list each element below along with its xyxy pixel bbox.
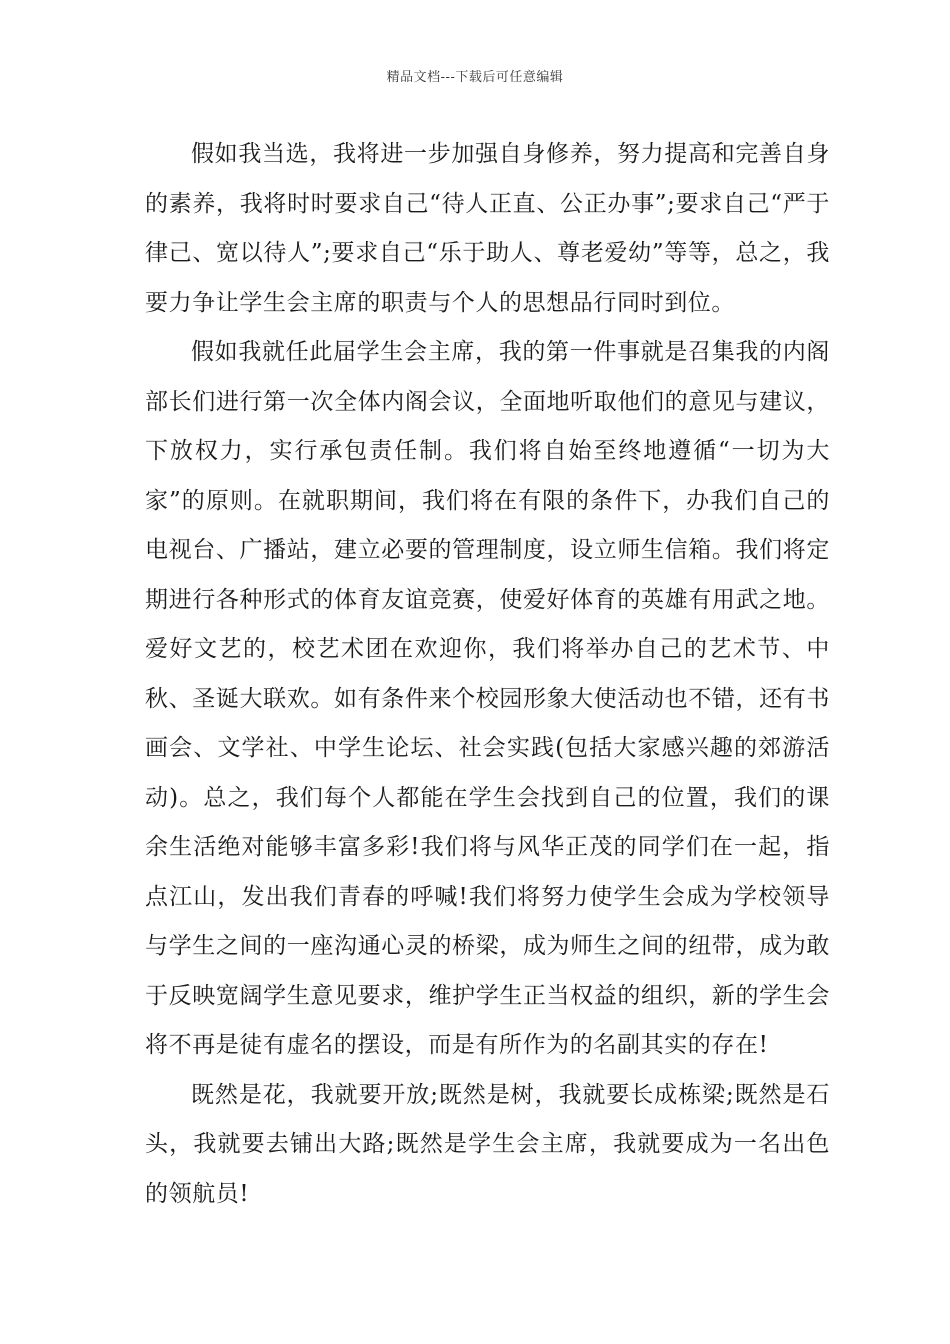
document-body — [145, 130, 830, 1219]
paragraph-3: 既然是花，我就要开放;既然是树，我就要长成栋梁;既然是石头，我就要去铺出大路;既然是学生会主席，我就要成为一名出色的领航员! — [145, 1081, 830, 1207]
page-header: 精品文档---下载后可任意编辑 — [386, 70, 564, 85]
paragraph-2: 假如我就任此届学生会主席，我的第一件事就是召集我的内阁部长们进行第一次全体内阁会议，全面地听取他们的意见与建议，下放权力，实行承包责任制。我们将自始至终地遵循“一切为大家”的原则。在就职期间，我们将在有限的条件下，办我们自己的电视台、广播站，建立必要的管理制度，设立师生信箱。我们将定期进行各种形式的体育友谊竞赛，使爱好体育的英雄有用武之地。爱好文艺的，校艺术团在欢迎你，我们将举办自己的艺术节、中秋、圣诞大联欢。如有条件来个校园形象大使活动也不错，还有书画会、文学社、中学生论坛、社会实践(包括大家感兴趣的郊游活动)。总之，我们每个人都能在学生会找到自己的位置，我们的课余生活绝对能够丰富多彩!我们将与风华正茂的同学们在一起，指点江山，发出我们青春的呼喊!我们将努力使学生会成为学校领导与学生之间的一座沟通心灵的桥梁，成为师生之间的纽带，成为敢于反映宽阔学生意见要求，维护学生正当权益的组织，新的学生会将不再是徒有虚名的摆设，而是有所作为的名副其实的存在! — [145, 339, 830, 1058]
paragraph-1: 假如我当选，我将进一步加强自身修养，努力提高和完善自身的素养，我将时时要求自己“待人正直、公正办事”;要求自己“严于律己、宽以待人”;要求自己“乐于助人、尊老爱幼”等等，总之，我要力争让学生会主席的职责与个人的思想品行同时到位。 — [145, 141, 830, 316]
